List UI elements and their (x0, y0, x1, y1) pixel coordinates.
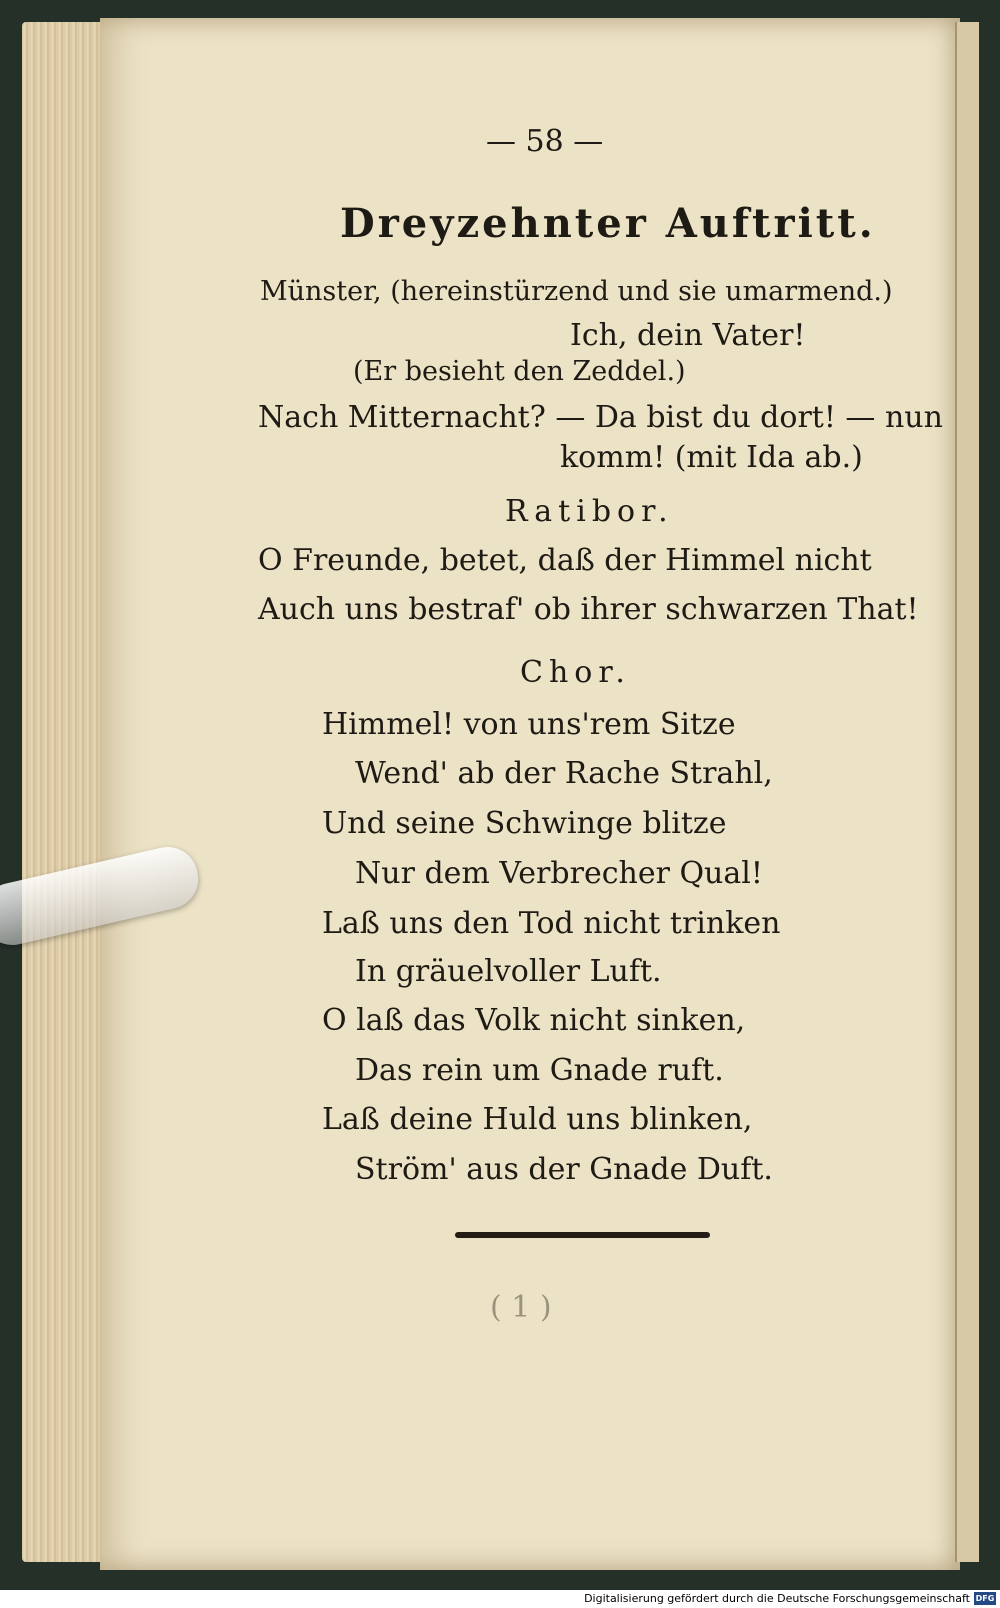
verse-line: In gräuelvoller Luft. (355, 954, 662, 989)
verse-line: Ström' aus der Gnade Duft. (355, 1152, 773, 1187)
verse-line: Himmel! von uns'rem Sitze (322, 707, 736, 742)
book-page (100, 18, 960, 1570)
verse-line: Laß uns den Tod nicht trinken (322, 906, 781, 941)
right-page-edge (955, 22, 979, 1562)
speaker-name-chor: Chor. (520, 655, 631, 690)
verse-line: O Freunde, betet, daß der Himmel nicht (258, 543, 872, 578)
scene-heading: Dreyzehnter Auftritt. (340, 200, 876, 247)
verse-line: Ich, dein Vater! (570, 318, 806, 353)
verse-line: Wend' ab der Rache Strahl, (355, 756, 773, 791)
stage-direction: (Er besieht den Zeddel.) (353, 356, 686, 387)
page-number: — 58 — (486, 124, 604, 159)
footer-bar (0, 1590, 1000, 1608)
digitization-credit: Digitalisierung gefördert durch die Deutsche Forschungsgemeinschaft (584, 1592, 970, 1605)
speaker-line-muenster: Münster, (hereinstürzend und sie umarmend.) (260, 276, 893, 307)
verse-line: Laß deine Huld uns blinken, (322, 1102, 753, 1137)
closing-rule (455, 1232, 710, 1238)
signature-mark: ( 1 ) (490, 1290, 552, 1325)
verse-line: Das rein um Gnade ruft. (355, 1053, 724, 1088)
verse-line: O laß das Volk nicht sinken, (322, 1003, 746, 1038)
verse-line: komm! (mit Ida ab.) (560, 440, 863, 475)
dfg-logo: DFG (975, 1594, 995, 1603)
verse-line: Und seine Schwinge blitze (322, 806, 727, 841)
verse-line: Auch uns bestraf' ob ihrer schwarzen That! (258, 592, 919, 627)
speaker-name-ratibor: Ratibor. (505, 494, 674, 529)
page-stack-edge (22, 22, 112, 1562)
verse-line: Nach Mitternacht? — Da bist du dort! — nun (258, 400, 943, 435)
verse-line: Nur dem Verbrecher Qual! (355, 856, 763, 891)
